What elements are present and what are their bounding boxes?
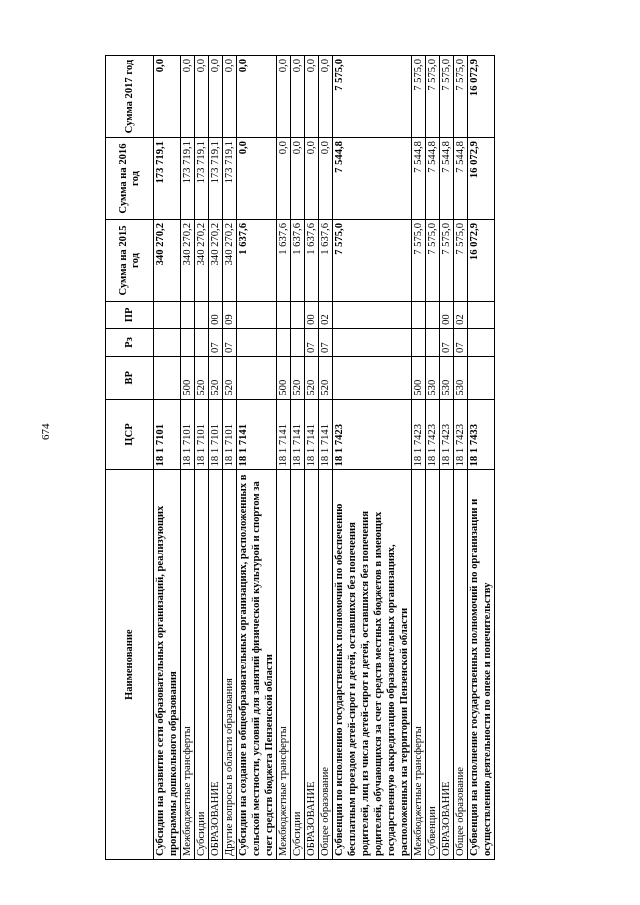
header-rz: Рз xyxy=(106,328,154,356)
sum-2015-cell: 1 637,6 xyxy=(319,220,333,302)
sum-2016-cell: 0,0 xyxy=(305,138,319,220)
vr-cell: 500 xyxy=(412,356,426,399)
pr-cell: 00 xyxy=(209,301,223,328)
vr-cell: 520 xyxy=(223,356,237,399)
header-sum-2016: Сумма на 2016 год xyxy=(106,138,154,220)
csr-cell: 18 1 7423 xyxy=(333,399,412,470)
csr-cell: 18 1 7141 xyxy=(319,399,333,470)
table-body xyxy=(154,56,495,860)
pr-cell xyxy=(291,301,305,328)
page-number: 674 xyxy=(40,423,52,440)
name-cell: Общее образование xyxy=(319,470,333,860)
vr-cell: 500 xyxy=(277,356,291,399)
name-cell: Межбюджетные трансферты xyxy=(277,470,291,860)
name-cell: ОБРАЗОВАНИЕ xyxy=(305,470,319,860)
sum-2016-cell: 173 719,1 xyxy=(209,138,223,220)
pr-cell: 00 xyxy=(440,301,454,328)
sum-2017-cell: 7 575,0 xyxy=(412,56,426,138)
budget-table xyxy=(105,55,495,860)
vr-cell: 520 xyxy=(305,356,319,399)
csr-cell: 18 1 7101 xyxy=(209,399,223,470)
table-row xyxy=(426,56,440,860)
sum-2015-cell: 7 575,0 xyxy=(426,220,440,302)
vr-cell: 530 xyxy=(440,356,454,399)
pr-cell xyxy=(181,301,195,328)
name-cell: ОБРАЗОВАНИЕ xyxy=(440,470,454,860)
pr-cell xyxy=(277,301,291,328)
pr-cell xyxy=(333,301,412,328)
table-row xyxy=(291,56,305,860)
rz-cell xyxy=(426,328,440,356)
csr-cell: 18 1 7101 xyxy=(154,399,181,470)
name-cell: Общее образование xyxy=(454,470,468,860)
table-row xyxy=(195,56,209,860)
sum-2017-cell: 0,0 xyxy=(277,56,291,138)
table-row xyxy=(209,56,223,860)
pr-cell xyxy=(154,301,181,328)
csr-cell: 18 1 7423 xyxy=(440,399,454,470)
sum-2017-cell: 0,0 xyxy=(209,56,223,138)
rz-cell xyxy=(468,328,495,356)
vr-cell: 520 xyxy=(209,356,223,399)
header-name: Наименование xyxy=(106,470,154,860)
sum-2017-cell: 7 575,0 xyxy=(426,56,440,138)
sum-2017-cell: 0,0 xyxy=(195,56,209,138)
rz-cell: 07 xyxy=(223,328,237,356)
vr-cell xyxy=(468,356,495,399)
sum-2016-cell: 7 544,8 xyxy=(454,138,468,220)
sum-2016-cell: 7 544,8 xyxy=(440,138,454,220)
sum-2015-cell: 340 270,2 xyxy=(154,220,181,302)
vr-cell: 530 xyxy=(454,356,468,399)
rz-cell: 07 xyxy=(440,328,454,356)
table-row xyxy=(181,56,195,860)
header-pr: ПР xyxy=(106,301,154,328)
name-cell: Субсидии xyxy=(291,470,305,860)
name-cell: Субвенция на исполнение государственных полномочий по организации и осуществлению деятельности по опеке и попечительству xyxy=(468,470,495,860)
sum-2016-cell: 173 719,1 xyxy=(154,138,181,220)
name-cell: Субвенции по исполнению государственных полномочий по обеспечению бесплатным проездом детей-сирот и детей, оставшихся без попечения родителей, лиц из числа детей-сирот и детей, оставшихся без попечения родителей, обучающихся за счет средств местных бюджетов в имеющих государственную аккредитацию образовательных организациях, расположенных на территории Пензенской области xyxy=(333,470,412,860)
sum-2017-cell: 0,0 xyxy=(319,56,333,138)
sum-2017-cell: 16 072,9 xyxy=(468,56,495,138)
sum-2017-cell: 7 575,0 xyxy=(454,56,468,138)
header-sum-2015: Сумма на 2015 год xyxy=(106,220,154,302)
csr-cell: 18 1 7141 xyxy=(277,399,291,470)
sum-2015-cell: 1 637,6 xyxy=(291,220,305,302)
sum-2016-cell: 0,0 xyxy=(319,138,333,220)
sum-2017-cell: 7 575,0 xyxy=(333,56,412,138)
sum-2016-cell: 7 544,8 xyxy=(426,138,440,220)
csr-cell: 18 1 7141 xyxy=(305,399,319,470)
rz-cell xyxy=(154,328,181,356)
csr-cell: 18 1 7101 xyxy=(181,399,195,470)
sum-2017-cell: 0,0 xyxy=(154,56,181,138)
pr-cell xyxy=(237,301,277,328)
pr-cell xyxy=(426,301,440,328)
sum-2015-cell: 340 270,2 xyxy=(181,220,195,302)
sum-2017-cell: 7 575,0 xyxy=(440,56,454,138)
sum-2016-cell: 173 719,1 xyxy=(195,138,209,220)
csr-cell: 18 1 7101 xyxy=(195,399,209,470)
rz-cell xyxy=(195,328,209,356)
table-row xyxy=(223,56,237,860)
sum-2015-cell: 7 575,0 xyxy=(454,220,468,302)
sum-2017-cell: 0,0 xyxy=(237,56,277,138)
sum-2016-cell: 0,0 xyxy=(277,138,291,220)
rz-cell: 07 xyxy=(454,328,468,356)
rz-cell xyxy=(181,328,195,356)
rz-cell xyxy=(412,328,426,356)
rz-cell xyxy=(237,328,277,356)
csr-cell: 18 1 7141 xyxy=(291,399,305,470)
csr-cell: 18 1 7433 xyxy=(468,399,495,470)
name-cell: ОБРАЗОВАНИЕ xyxy=(209,470,223,860)
rz-cell: 07 xyxy=(319,328,333,356)
rz-cell xyxy=(277,328,291,356)
table-row xyxy=(412,56,426,860)
sum-2017-cell: 0,0 xyxy=(223,56,237,138)
name-cell: Межбюджетные трансферты xyxy=(181,470,195,860)
header-row xyxy=(106,56,154,860)
table-row xyxy=(454,56,468,860)
name-cell: Субсидии xyxy=(195,470,209,860)
rz-cell: 07 xyxy=(209,328,223,356)
sum-2015-cell: 16 072,9 xyxy=(468,220,495,302)
rz-cell: 07 xyxy=(305,328,319,356)
vr-cell xyxy=(237,356,277,399)
sum-2016-cell: 173 719,1 xyxy=(181,138,195,220)
csr-cell: 18 1 7101 xyxy=(223,399,237,470)
vr-cell: 520 xyxy=(319,356,333,399)
name-cell: Субсидии на развитие сети образовательных организаций, реализующих программы дошкольного образования xyxy=(154,470,181,860)
sum-2016-cell: 16 072,9 xyxy=(468,138,495,220)
sum-2015-cell: 1 637,6 xyxy=(237,220,277,302)
table-row xyxy=(154,56,181,860)
sum-2017-cell: 0,0 xyxy=(181,56,195,138)
sum-2016-cell: 0,0 xyxy=(291,138,305,220)
vr-cell: 520 xyxy=(291,356,305,399)
pr-cell: 02 xyxy=(319,301,333,328)
table-row xyxy=(333,56,412,860)
sum-2015-cell: 1 637,6 xyxy=(277,220,291,302)
sum-2016-cell: 0,0 xyxy=(237,138,277,220)
sum-2017-cell: 0,0 xyxy=(305,56,319,138)
name-cell: Межбюджетные трансферты xyxy=(412,470,426,860)
pr-cell xyxy=(195,301,209,328)
sum-2015-cell: 340 270,2 xyxy=(195,220,209,302)
rz-cell xyxy=(333,328,412,356)
sum-2015-cell: 340 270,2 xyxy=(223,220,237,302)
name-cell: Субвенции xyxy=(426,470,440,860)
table-row xyxy=(305,56,319,860)
sum-2015-cell: 1 637,6 xyxy=(305,220,319,302)
table-row xyxy=(440,56,454,860)
table-row xyxy=(277,56,291,860)
vr-cell xyxy=(154,356,181,399)
pr-cell: 00 xyxy=(305,301,319,328)
rz-cell xyxy=(291,328,305,356)
table-row xyxy=(468,56,495,860)
vr-cell xyxy=(333,356,412,399)
rotated-page xyxy=(105,55,575,860)
sum-2015-cell: 340 270,2 xyxy=(209,220,223,302)
table-row xyxy=(319,56,333,860)
header-sum-2017: Сумма 2017 год xyxy=(106,56,154,138)
csr-cell: 18 1 7423 xyxy=(454,399,468,470)
pr-cell xyxy=(412,301,426,328)
sum-2015-cell: 7 575,0 xyxy=(440,220,454,302)
sum-2016-cell: 7 544,8 xyxy=(333,138,412,220)
csr-cell: 18 1 7141 xyxy=(237,399,277,470)
sum-2015-cell: 7 575,0 xyxy=(333,220,412,302)
header-csr: ЦСР xyxy=(106,399,154,470)
sum-2017-cell: 0,0 xyxy=(291,56,305,138)
table-row xyxy=(237,56,277,860)
pr-cell: 02 xyxy=(454,301,468,328)
sum-2016-cell: 7 544,8 xyxy=(412,138,426,220)
vr-cell: 530 xyxy=(426,356,440,399)
pr-cell: 09 xyxy=(223,301,237,328)
name-cell: Субсидии на создание в общеобразовательных организациях, расположенных в сельской местности, условий для занятий физической культурой и спортом за счет средств бюджета Пензенской области xyxy=(237,470,277,860)
csr-cell: 18 1 7423 xyxy=(412,399,426,470)
sum-2015-cell: 7 575,0 xyxy=(412,220,426,302)
header-vr: ВР xyxy=(106,356,154,399)
sum-2016-cell: 173 719,1 xyxy=(223,138,237,220)
name-cell: Другие вопросы в области образования xyxy=(223,470,237,860)
csr-cell: 18 1 7423 xyxy=(426,399,440,470)
vr-cell: 520 xyxy=(195,356,209,399)
vr-cell: 500 xyxy=(181,356,195,399)
pr-cell xyxy=(468,301,495,328)
